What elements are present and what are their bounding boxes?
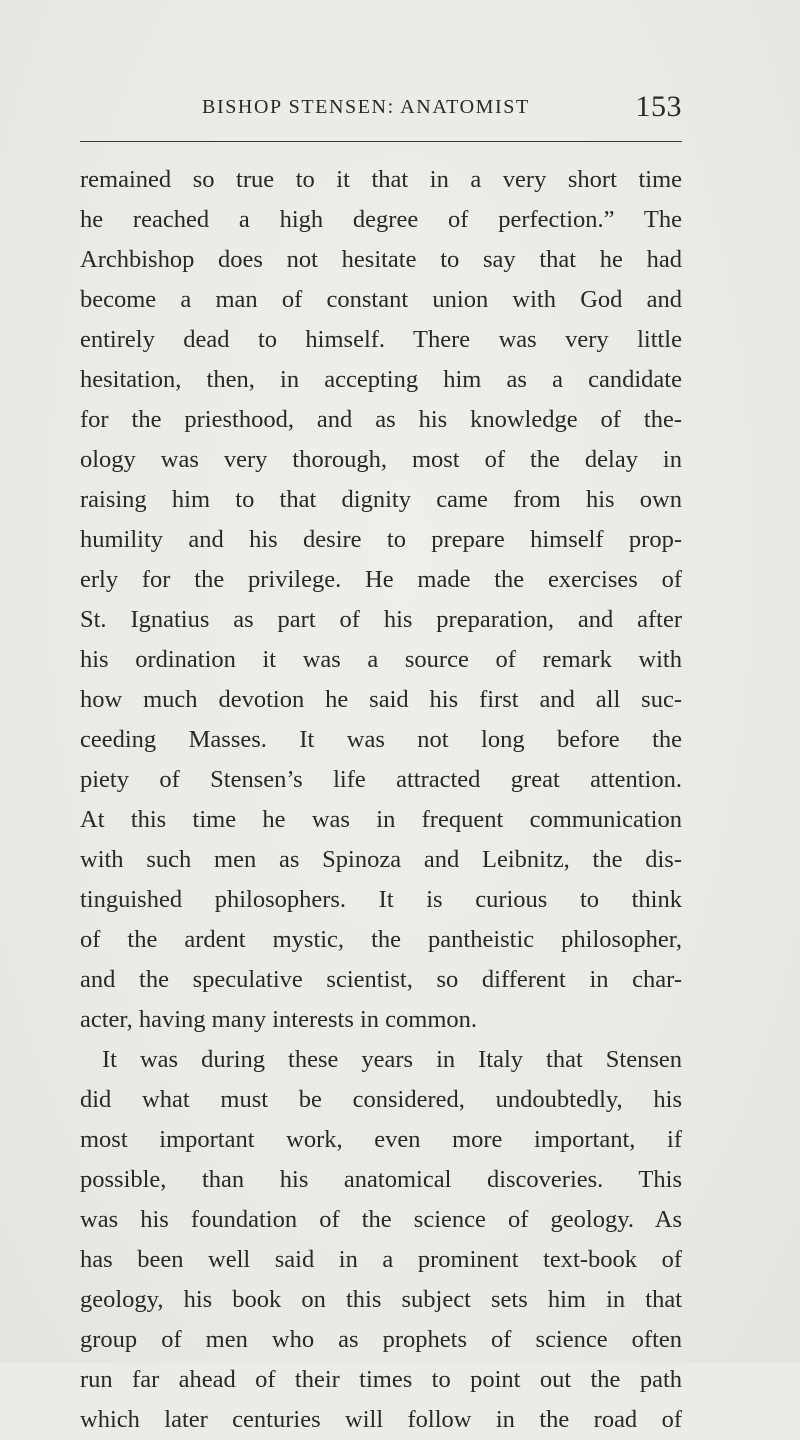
body-text (80, 160, 682, 1440)
text-line: entirely dead to himself. There was very little (80, 326, 682, 353)
text-line: erly for the privilege. He made the exercises of (80, 566, 682, 593)
text-line: his ordination it was a source of remark with (80, 646, 682, 673)
text-line: has been well said in a prominent text-book of (80, 1246, 682, 1273)
text-line: St. Ignatius as part of his preparation, and after (80, 606, 682, 633)
text-line: most important work, even more important, if (80, 1126, 682, 1153)
page-number: 153 (635, 90, 682, 123)
text-line: and the speculative scientist, so different in char- (80, 966, 682, 993)
text-line: possible, than his anatomical discoveries. This (80, 1166, 682, 1193)
text-line: was his foundation of the science of geology. As (80, 1206, 682, 1233)
text-line: remained so true to it that in a very short time (80, 166, 682, 193)
paragraph-start-line: It was during these years in Italy that Stensen (102, 1046, 682, 1073)
text-line: he reached a high degree of perfection.” The (80, 206, 682, 233)
header-rule (80, 141, 682, 142)
running-head (80, 92, 682, 132)
paragraph-end-line: acter, having many interests in common. (80, 1006, 478, 1033)
text-line: become a man of constant union with God and (80, 286, 682, 313)
text-line: raising him to that dignity came from his own (80, 486, 682, 513)
text-line: ology was very thorough, most of the delay in (80, 446, 682, 473)
text-line: ceeding Masses. It was not long before the (80, 726, 682, 753)
text-line: At this time he was in frequent communication (80, 806, 682, 833)
text-line: hesitation, then, in accepting him as a candidate (80, 366, 682, 393)
text-line: tinguished philosophers. It is curious to think (80, 886, 682, 913)
text-line: with such men as Spinoza and Leibnitz, the dis- (80, 846, 682, 873)
text-line: piety of Stensen’s life attracted great attention. (80, 766, 682, 793)
text-line: group of men who as prophets of science often (80, 1326, 682, 1353)
text-line: did what must be considered, undoubtedly, his (80, 1086, 682, 1113)
text-line: of the ardent mystic, the pantheistic philosopher, (80, 926, 682, 953)
text-line: humility and his desire to prepare himself prop- (80, 526, 682, 553)
text-line: run far ahead of their times to point out the path (80, 1366, 682, 1393)
text-line: for the priesthood, and as his knowledge of the- (80, 406, 682, 433)
text-line: geology, his book on this subject sets him in that (80, 1286, 682, 1313)
text-line: which later centuries will follow in the road of (80, 1406, 682, 1433)
text-line: how much devotion he said his first and all suc- (80, 686, 682, 713)
running-title: BISHOP STENSEN: ANATOMIST (202, 96, 530, 118)
text-line: Archbishop does not hesitate to say that he had (80, 246, 682, 273)
